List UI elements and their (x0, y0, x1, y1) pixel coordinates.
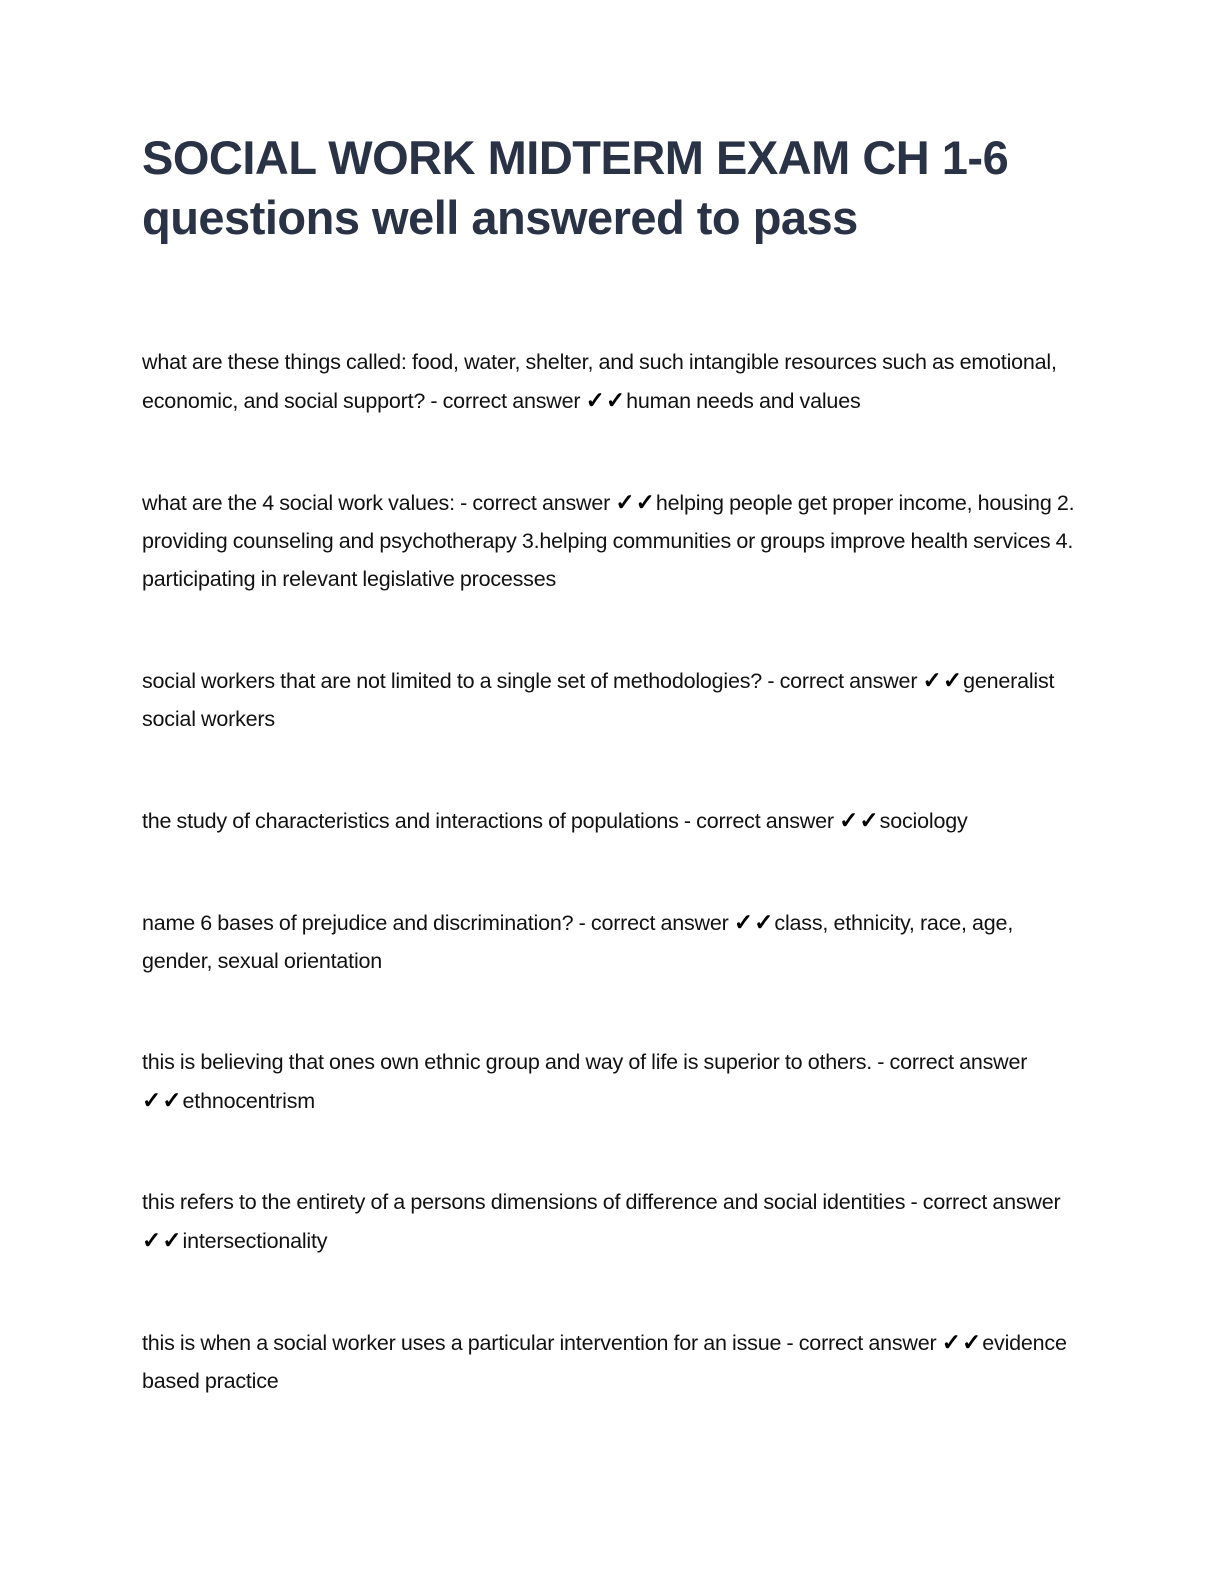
answer-text: human needs and values (626, 389, 861, 413)
checkmarks-icon: ✓✓ (615, 489, 656, 515)
checkmarks-icon: ✓✓ (585, 387, 627, 413)
question-text: the study of characteristics and interactions of populations (142, 809, 679, 833)
qa-paragraph (142, 903, 1082, 980)
qa-paragraph (142, 661, 1082, 738)
page-title-line-2: questions well answered to pass (142, 191, 858, 244)
answer-separator: - correct answer (454, 491, 616, 515)
qa-paragraph (142, 1323, 1082, 1400)
answer-text: generalist social workers (142, 669, 1055, 731)
answer-separator: - correct answer (781, 1331, 942, 1355)
checkmarks-icon: ✓✓ (839, 807, 880, 833)
question-text: this is when a social worker uses a particular intervention for an issue (142, 1331, 782, 1355)
answer-separator: - correct answer (905, 1190, 1061, 1214)
answer-separator: - correct answer (573, 911, 734, 935)
answer-text: sociology (879, 809, 968, 833)
qa-paragraph (142, 483, 1082, 598)
answer-separator: - correct answer (762, 669, 923, 693)
qa-paragraph (142, 343, 1082, 420)
answer-text: class, ethnicity, race, age, gender, sexual orientation (142, 911, 1014, 973)
answer-text: intersectionality (182, 1229, 328, 1253)
checkmarks-icon: ✓✓ (922, 667, 964, 693)
question-text: this refers to the entirety of a persons dimensions of difference and social identities (142, 1190, 906, 1214)
answer-separator: - correct answer (678, 809, 840, 833)
qa-paragraph (142, 1183, 1082, 1260)
qa-paragraph-list (142, 343, 1082, 1400)
page-title (142, 128, 1082, 248)
question-text: this is believing that ones own ethnic group and way of life is superior to others. (142, 1050, 873, 1074)
checkmarks-icon: ✓✓ (142, 1087, 183, 1113)
question-text: what are the 4 social work values: (142, 491, 455, 515)
page-title-line-1: SOCIAL WORK MIDTERM EXAM CH 1-6 (142, 131, 1009, 184)
checkmarks-icon: ✓✓ (142, 1227, 183, 1253)
answer-text: ethnocentrism (182, 1089, 315, 1113)
answer-text: evidence based practice (142, 1331, 1067, 1393)
answer-text: helping people get proper income, housing 2. providing counseling and psychotherapy 3.helping communities or groups improve health services 4. participating in relevant legislative processes (142, 491, 1075, 591)
question-text: social workers that are not limited to a single set of methodologies? (142, 669, 763, 693)
qa-paragraph (142, 801, 1082, 840)
checkmarks-icon: ✓✓ (733, 909, 775, 935)
answer-separator: - correct answer (872, 1050, 1028, 1074)
answer-separator: - correct answer (425, 389, 586, 413)
question-text: what are these things called: food, water, shelter, and such intangible resources such as emotional, economic, and social support? (142, 350, 1057, 413)
qa-paragraph (142, 1043, 1082, 1120)
checkmarks-icon: ✓✓ (941, 1329, 983, 1355)
question-text: name 6 bases of prejudice and discrimination? (142, 911, 574, 935)
